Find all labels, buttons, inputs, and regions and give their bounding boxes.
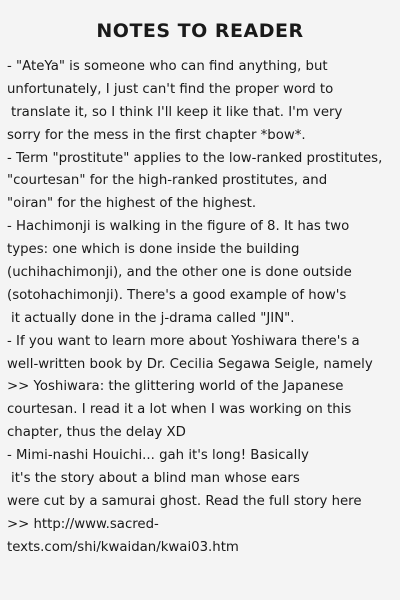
note-line: >> Yoshiwara: the glittering world of the Japanese xyxy=(7,379,344,395)
note-line: - If you want to learn more about Yoshiwara there's a xyxy=(7,333,360,349)
note-line: it actually done in the j-drama called "JIN". xyxy=(11,310,295,326)
note-line: - Hachimonji is walking in the figure of 8. It has two xyxy=(7,219,350,235)
page-title: NOTES TO READER xyxy=(96,20,304,42)
note-line: "oiran" for the highest of the highest. xyxy=(7,196,257,212)
note-line: texts.com/shi/kwaidan/kwai03.htm xyxy=(7,539,239,555)
note-line: it's the story about a blind man whose ears xyxy=(11,471,300,487)
note-line: courtesan. I read it a lot when I was working on this xyxy=(7,402,352,418)
note-line: - "AteYa" is someone who can find anything, but xyxy=(7,59,328,74)
note-line: well-written book by Dr. Cecilia Segawa Seigle, namely xyxy=(7,356,373,372)
note-line: >> http://www.sacred- xyxy=(7,516,159,532)
note-line: (uchihachimonji), and the other one is done outside xyxy=(7,265,352,281)
note-line: unfortunately, I just can't find the proper word to xyxy=(7,81,334,97)
note-line: "courtesan" for the high-ranked prostitutes, and xyxy=(7,173,328,189)
note-line: (sotohachimonji). There's a good example of how's xyxy=(7,287,347,303)
note-line: translate it, so I think I'll keep it like that. I'm very xyxy=(11,104,343,120)
note-line: - Term "prostitute" applies to the low-ranked prostitutes, xyxy=(7,150,383,166)
note-line: - Mimi-nashi Houichi... gah it's long! Basically xyxy=(7,448,309,464)
notes-body xyxy=(7,56,399,560)
note-line: were cut by a samurai ghost. Read the full story here xyxy=(7,493,362,509)
note-line: types: one which is done inside the building xyxy=(7,242,300,258)
note-line: sorry for the mess in the first chapter *bow*. xyxy=(7,127,306,143)
note-line: chapter, thus the delay XD xyxy=(7,425,186,441)
